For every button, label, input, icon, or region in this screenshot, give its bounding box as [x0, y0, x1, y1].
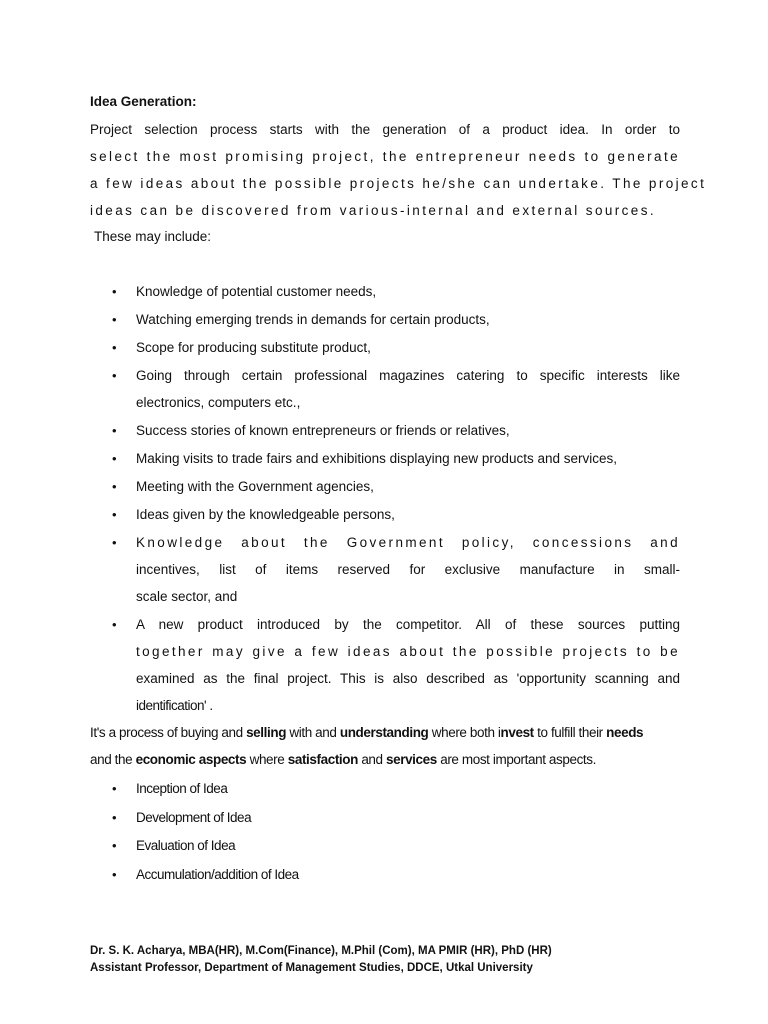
author-position: Assistant Professor, Department of Management Studies, DDCE, Utkal University [90, 962, 533, 974]
author-credentials: Dr. S. K. Acharya, MBA(HR), M.Com(Finance), M.Phil (Com), MA PMIR (HR), PhD (HR) [90, 945, 552, 957]
keyword: understanding [339, 725, 429, 740]
list-item: • Knowledge about the Government policy, concessions and incentives, list of items reserved for exclusive manufacture in small- scale sector, and [90, 529, 680, 610]
keyword: nvest [500, 725, 534, 740]
list-item: • Watching emerging trends in demands for certain products, [90, 306, 680, 333]
keyword: economic aspects [135, 752, 247, 767]
keyword: satisfaction [287, 752, 358, 767]
page-footer [90, 943, 552, 977]
idea-sources-list [90, 278, 680, 719]
summary-paragraph: It's a process of buying and selling with and understanding where both invest to fulfill their needs and the economic aspects where satisfaction and services are most important aspects. [90, 725, 644, 767]
list-item: • Going through certain professional magazines catering to specific interests like electronics, computers etc., [90, 362, 680, 416]
list-lead-in: These may include: [94, 229, 212, 244]
intro-line: ideas can be discovered from various-internal and external sources. [90, 203, 657, 218]
keyword: selling [246, 725, 287, 740]
idea-stages-list [90, 775, 680, 889]
section-heading: Idea Generation: [90, 94, 197, 109]
list-item: • Success stories of known entrepreneurs or friends or relatives, [90, 417, 680, 444]
intro-line: select the most promising project, the entrepreneur needs to generate [90, 149, 680, 164]
intro-line: Project selection process starts with the generation of a product idea. In order to [90, 122, 680, 137]
list-item: • Making visits to trade fairs and exhibitions displaying new products and services, [90, 445, 680, 472]
keyword: needs [606, 725, 644, 740]
list-item: • Ideas given by the knowledgeable persons, [90, 501, 680, 528]
list-item: • Inception of Idea [90, 775, 680, 804]
intro-line: a few ideas about the possible projects he/she can undertake. The project [90, 176, 707, 191]
list-item: • Development of Idea [90, 804, 680, 833]
list-item: • Evaluation of Idea [90, 832, 680, 861]
list-item: • Meeting with the Government agencies, [90, 473, 680, 500]
list-item: • Knowledge of potential customer needs, [90, 278, 680, 305]
list-item: • Accumulation/addition of Idea [90, 861, 680, 890]
list-item: • A new product introduced by the competitor. All of these sources putting together may give a few ideas about the possible projects to be examined as the final project. This is also described as 'opportunity scanning and identification' . [90, 611, 680, 719]
keyword: services [386, 752, 437, 767]
intro-paragraph [90, 116, 707, 224]
list-item: • Scope for producing substitute product, [90, 334, 680, 361]
